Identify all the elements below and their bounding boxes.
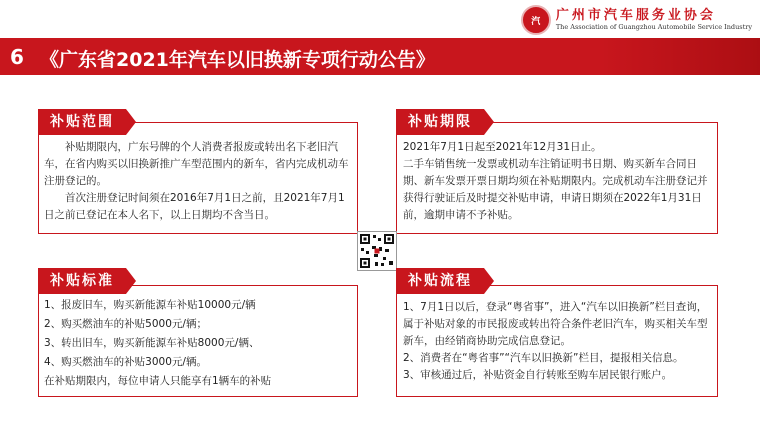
panel-process-body [403, 299, 713, 384]
period-paragraph-1: 2021年7月1日起至2021年12月31日止。 [403, 141, 602, 153]
association-logo [521, 3, 752, 37]
panel-standard-body [44, 296, 354, 391]
period-paragraph-2: 二手车销售统一发票或机动车注销证明书日期、购买新车合同日期、新车发票开票日期均须在补贴期限内。完成机动车注册登记并获得行驶证后及时提交补贴申请，申请日期须在2022年1月31日前，逾期申请不予补贴。 [403, 158, 708, 221]
panel-process-title [396, 268, 484, 294]
panel-standard-title-text: 补贴标准 [50, 273, 114, 289]
scope-paragraph-2: 首次注册登记时间须在2016年7月1日之前，且2021年7月1日之前已登记在本人名下，以上日期均不含当日。 [44, 192, 345, 221]
panel-standard-title [38, 268, 126, 294]
scope-paragraph-1: 补贴期限内，广东号牌的个人消费者报废或转出名下老旧汽车，在省内购买以旧换新推广车型范围内的新车，省内完成机动车注册登记的。 [44, 141, 349, 187]
top-bar [0, 0, 760, 38]
panel-scope-title-text: 补贴范围 [50, 114, 114, 130]
association-name-en: The Association of Guangzhou Automobile Service Industry [555, 23, 752, 31]
panel-scope-title [38, 109, 126, 135]
process-line-2: 2、消费者在“粤省事”“汽车以旧换新”栏目，提报相关信息。 [403, 352, 684, 364]
panel-period-title [396, 109, 484, 135]
panel-period-title-text: 补贴期限 [408, 114, 472, 130]
association-seal-icon: 汽 [521, 5, 551, 35]
panel-period-body [403, 139, 713, 224]
association-name-cn: 广州市汽车服务业协会 [555, 8, 716, 23]
process-line-3: 3、审核通过后，补贴资金自行转账至购车居民银行账户。 [403, 369, 673, 381]
standard-line-3: 3、转出旧车，购买新能源车补贴8000元/辆、 [44, 337, 260, 349]
title-bar [0, 38, 760, 75]
qr-code-icon [357, 231, 397, 271]
standard-line-4: 4、购买燃油车的补贴3000元/辆。 [44, 356, 207, 368]
standard-line-5: 在补贴期限内，每位申请人只能享有1辆车的补贴 [44, 375, 272, 387]
panel-process-title-text: 补贴流程 [408, 273, 472, 289]
page-title: 《广东省2021年汽车以旧换新专项行动公告》 [40, 49, 435, 71]
process-line-1: 1、7月1日以后，登录“粤省事”，进入“汽车以旧换新”栏目查询，属于补贴对象的市民报废或转出符合条件老旧汽车，购买相关车型新车，由经销商协助完成信息登记。 [403, 301, 708, 347]
standard-line-2: 2、购买燃油车的补贴5000元/辆； [44, 318, 207, 330]
section-number: 6 [10, 45, 24, 69]
standard-line-1: 1、报废旧车，购买新能源车补贴10000元/辆 [44, 299, 256, 311]
panel-scope-body [44, 139, 354, 224]
